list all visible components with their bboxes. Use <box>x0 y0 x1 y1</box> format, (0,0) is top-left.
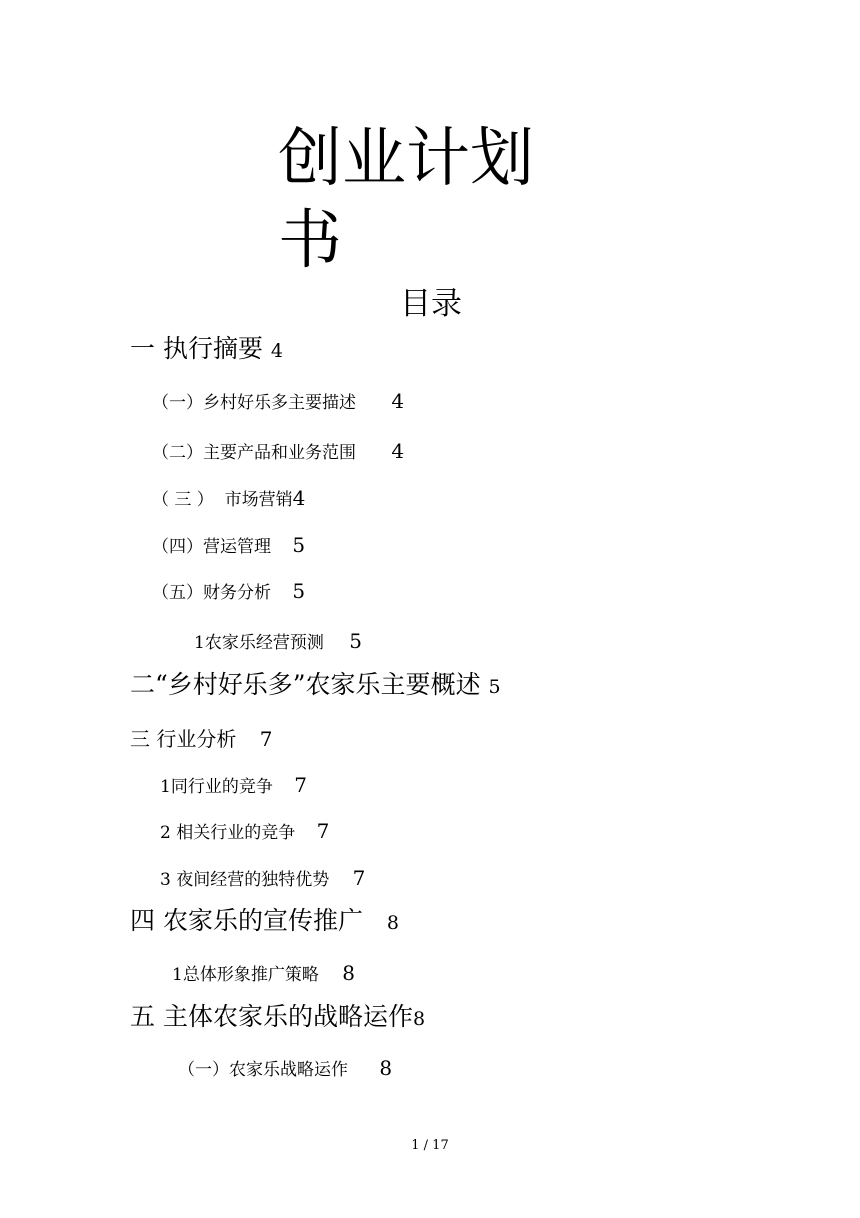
toc-entry-text: 1总体形象推广策略 <box>172 965 319 985</box>
toc-heading: 目录 <box>400 286 462 322</box>
toc-entry[interactable] <box>152 486 305 510</box>
toc-entry-text: 1农家乐经营预测 <box>194 633 324 653</box>
page-indicator: 1 / 17 <box>411 1138 449 1153</box>
toc-entry[interactable] <box>152 439 404 463</box>
toc-entry-text: 2 相关行业的竞争 <box>160 823 296 843</box>
toc-entry-text: （一）乡村好乐多主要描述 <box>152 393 356 413</box>
toc-entry-text: （一）农家乐战略运作 <box>178 1060 348 1080</box>
toc-entry[interactable] <box>130 727 273 751</box>
toc-entry-page: 8 <box>379 1056 393 1080</box>
toc-entry-page: 4 <box>270 340 283 362</box>
toc-entry-text: 3 夜间经营的独特优势 <box>160 870 330 890</box>
toc-entry[interactable] <box>152 389 404 413</box>
toc-entry-page: 5 <box>488 676 501 698</box>
toc-entry[interactable] <box>152 533 305 557</box>
toc-entry-text: （五）财务分析 <box>152 583 271 603</box>
toc-entry[interactable] <box>152 579 305 603</box>
toc-entry[interactable] <box>130 670 501 700</box>
toc-entry-text: （ 三 ） 市场营销 <box>152 490 293 510</box>
toc-entry-text: 1同行业的竞争 <box>160 777 273 797</box>
toc-entry-page: 5 <box>349 629 362 653</box>
toc-entry[interactable] <box>160 866 365 890</box>
toc-entry-text: 三 行业分析 <box>130 727 237 751</box>
toc-entry-page: 7 <box>316 819 330 843</box>
toc-entry[interactable] <box>160 773 307 797</box>
toc-entry-page: 7 <box>259 727 273 751</box>
toc-entry[interactable] <box>194 629 362 653</box>
toc-entry-page: 4 <box>292 486 306 510</box>
toc-entry-page: 7 <box>352 866 366 890</box>
toc-entry[interactable] <box>178 1056 392 1080</box>
toc-entry-page: 4 <box>391 389 405 413</box>
toc-entry-page: 8 <box>412 1008 426 1030</box>
toc-entry-text: 二“乡村好乐多”农家乐主要概述 <box>130 670 481 699</box>
toc-entry-text: 五 主体农家乐的战略运作 <box>130 1002 413 1031</box>
toc-entry-page: 8 <box>342 961 355 985</box>
toc-entry[interactable] <box>160 819 329 843</box>
toc-entry-text: 四 农家乐的宣传推广 <box>130 906 363 935</box>
toc-entry[interactable] <box>130 906 399 936</box>
toc-entry-page: 5 <box>292 533 306 557</box>
document-title: 创业计划书 <box>278 122 534 278</box>
toc-entry-page: 8 <box>386 912 399 934</box>
toc-entry-page: 4 <box>391 439 405 463</box>
toc-entry[interactable] <box>172 961 355 985</box>
toc-entry[interactable] <box>130 1002 425 1032</box>
toc-entry[interactable] <box>130 334 283 364</box>
toc-entry-text: （四）营运管理 <box>152 537 271 557</box>
toc-entry-text: 一 执行摘要 <box>130 334 263 363</box>
toc-entry-page: 7 <box>294 773 307 797</box>
toc-entry-page: 5 <box>292 579 306 603</box>
toc-entry-text: （二）主要产品和业务范围 <box>152 443 356 463</box>
